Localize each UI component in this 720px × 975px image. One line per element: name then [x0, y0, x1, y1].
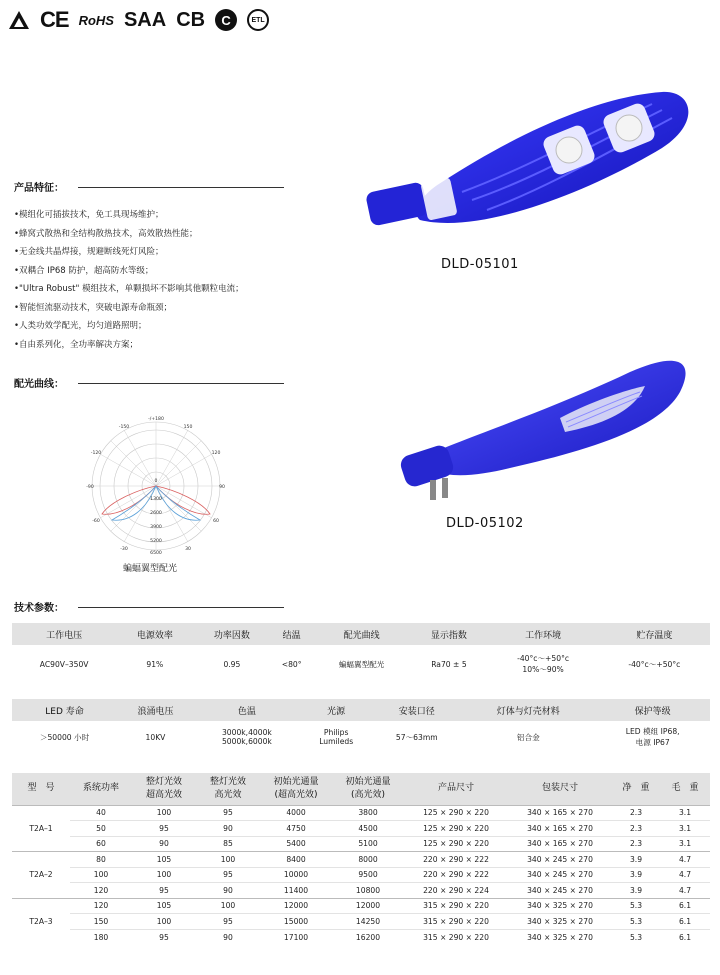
- table-cell: 120: [70, 898, 132, 914]
- table-cell: 4750: [260, 821, 332, 837]
- table-cell: 315 × 290 × 220: [404, 929, 508, 945]
- feature-item: • 蜂窝式散热和全结构散热技术，高效散热性能；: [14, 225, 244, 244]
- table-header: [260, 773, 332, 805]
- table-header-line: (高光效): [350, 789, 386, 800]
- table-header-line: 系统功率: [82, 783, 119, 794]
- feature-item: • 智能恒流驱动技术，突破电源寿命瓶颈；: [14, 299, 244, 318]
- table-cell: 3.9: [612, 852, 660, 868]
- saa-logo: SAA: [123, 8, 167, 31]
- table-header: [132, 773, 196, 805]
- table-cell: 4.7: [660, 852, 710, 868]
- table-cell: Ra70 ± 5: [431, 659, 467, 669]
- table-cell: 10KV: [145, 732, 166, 742]
- protection-line: LED 模组 IP68,: [625, 727, 680, 736]
- table-cell: 315 × 290 × 220: [404, 914, 508, 930]
- table-row: [12, 883, 710, 899]
- table-cell: 铝合金: [516, 732, 540, 742]
- table-cell: 15000: [260, 914, 332, 930]
- table-header-row: [12, 773, 710, 805]
- table-cell: [595, 721, 710, 753]
- rohs-logo: RoHS: [78, 12, 114, 28]
- table-cell: 100: [196, 898, 260, 914]
- product-model-label: DLD-05102: [446, 516, 524, 531]
- table-cell: 4500: [332, 821, 404, 837]
- table-header-line: 超高光效: [145, 789, 182, 800]
- street-light-05102-image: [390, 340, 700, 510]
- table-cell: 340 × 325 × 270: [508, 898, 612, 914]
- polar-angle-label: 60: [213, 519, 219, 524]
- table-cell: 180: [70, 929, 132, 945]
- table-cell: 95: [132, 929, 196, 945]
- table-cell: 2.3: [612, 805, 660, 821]
- table-header-line: 整灯光效: [145, 776, 182, 787]
- general-spec-table: [12, 699, 710, 753]
- table-cell: 340 × 325 × 270: [508, 914, 612, 930]
- params-title-rule: [78, 607, 284, 608]
- table-cell: 150: [70, 914, 132, 930]
- table-cell: 11400: [260, 883, 332, 899]
- features-title-rule: [78, 187, 284, 188]
- ccc-logo-icon: [8, 9, 30, 31]
- table-header-row: [12, 699, 710, 721]
- table-header: [404, 773, 508, 805]
- table-cell: 16200: [332, 929, 404, 945]
- table-cell: 12000: [260, 898, 332, 914]
- table-cell: 3.1: [660, 836, 710, 852]
- table-header: LED 寿命: [12, 699, 117, 721]
- table-row: [12, 836, 710, 852]
- feature-item: • 双耦合 IP68 防护，超高防水等级；: [14, 262, 244, 281]
- table-header: 工作环境: [487, 623, 598, 645]
- feature-item: • "Ultra Robust" 模组技术，单颗损坏不影响其他颗粒电流；: [14, 280, 244, 299]
- polar-angle-label: 90: [219, 485, 225, 490]
- table-header-line: 净 重: [622, 783, 650, 794]
- table-cell: 315 × 290 × 220: [404, 898, 508, 914]
- table-header-line: (超高光效): [274, 789, 318, 800]
- table-row: [12, 898, 710, 914]
- street-light-05101-image: [362, 70, 702, 250]
- table-cell: 100: [132, 867, 196, 883]
- polar-angle-label: 0: [154, 479, 158, 484]
- env-temp-range: -40°c～+50°c: [517, 654, 570, 663]
- color-temp-line: 5000k,6000k: [221, 737, 272, 746]
- table-header: [660, 773, 710, 805]
- table-cell: 3.1: [660, 805, 710, 821]
- feature-item: • 自由系列化，全功率解决方案；: [14, 336, 244, 355]
- table-cell: ＞50000 小时: [39, 732, 90, 742]
- table-cell: 120: [70, 883, 132, 899]
- curve-title-rule: [78, 383, 284, 384]
- feature-item: • 模组化可插拔技术，免工具现场维护；: [14, 206, 244, 225]
- table-header-line: 包装尺寸: [541, 783, 578, 794]
- polar-radial-label: 3900: [150, 525, 162, 530]
- table-header: [12, 773, 70, 805]
- table-cell: 17100: [260, 929, 332, 945]
- table-row: [12, 805, 710, 821]
- table-cell: 6.1: [660, 898, 710, 914]
- model-group-cell: T2A–2: [12, 852, 70, 899]
- table-cell: <80°: [281, 659, 302, 669]
- table-cell: 4.7: [660, 883, 710, 899]
- table-cell: 90: [196, 883, 260, 899]
- table-cell: 3.9: [612, 867, 660, 883]
- table-cell: -40°c～+50°c: [628, 659, 681, 669]
- table-header: 安装口径: [372, 699, 461, 721]
- table-header: 结温: [270, 623, 312, 645]
- table-cell: 5100: [332, 836, 404, 852]
- table-cell: 10800: [332, 883, 404, 899]
- table-cell: 91%: [146, 659, 164, 669]
- polar-angle-label: 150: [183, 425, 193, 430]
- table-header: 功率因数: [193, 623, 270, 645]
- table-cell: 95: [132, 821, 196, 837]
- features-title: 产品特征：: [14, 183, 64, 194]
- table-row: [12, 914, 710, 930]
- table-cell: 100: [196, 852, 260, 868]
- table-header: 灯体与灯壳材料: [461, 699, 595, 721]
- c-circle-logo-icon: C: [215, 9, 237, 31]
- curve-title: 配光曲线：: [14, 379, 64, 390]
- table-header-line: 高光效: [214, 789, 242, 800]
- cb-logo: CB: [176, 8, 206, 31]
- table-cell: 60: [70, 836, 132, 852]
- table-cell: 40: [70, 805, 132, 821]
- table-cell: 12000: [332, 898, 404, 914]
- polar-radial-label: 6500: [150, 551, 162, 556]
- polar-radial-label: 1300: [150, 497, 162, 502]
- table-cell: 95: [196, 805, 260, 821]
- table-cell: 10000: [260, 867, 332, 883]
- table-cell: 340 × 165 × 270: [508, 836, 612, 852]
- table-header-line: 型 号: [27, 783, 55, 794]
- product-model-label: DLD-05101: [441, 257, 519, 272]
- polar-angle-label: -30: [120, 547, 128, 552]
- table-cell: 105: [132, 898, 196, 914]
- table-cell: 4.7: [660, 867, 710, 883]
- protection-line: 电源 IP67: [635, 738, 670, 747]
- polar-angle-label: 120: [211, 451, 221, 456]
- table-header-line: 毛 重: [671, 783, 699, 794]
- table-cell: 220 × 290 × 222: [404, 867, 508, 883]
- table-cell: 8000: [332, 852, 404, 868]
- table-header: [332, 773, 404, 805]
- params-title: 技术参数：: [14, 603, 64, 614]
- table-cell: 4000: [260, 805, 332, 821]
- table-cell: [194, 721, 300, 753]
- polar-angle-label: -60: [92, 519, 100, 524]
- table-header-line: 初始光通量: [345, 776, 391, 787]
- table-cell: 蝙蝠翼型配光: [338, 659, 385, 669]
- table-cell: 105: [132, 852, 196, 868]
- env-humidity-range: 10%～90%: [522, 665, 564, 674]
- table-cell: 90: [132, 836, 196, 852]
- table-row: [12, 645, 710, 683]
- table-cell: 3.1: [660, 821, 710, 837]
- feature-list: [14, 206, 244, 354]
- polar-angle-label: -90: [86, 485, 94, 490]
- table-row: [12, 721, 710, 753]
- polar-radial-label: 2600: [150, 511, 162, 516]
- table-cell: 95: [132, 883, 196, 899]
- table-cell: 95: [196, 914, 260, 930]
- table-cell: 125 × 290 × 220: [404, 805, 508, 821]
- table-cell: 6.1: [660, 914, 710, 930]
- table-cell: 6.1: [660, 929, 710, 945]
- table-cell: 2.3: [612, 821, 660, 837]
- table-cell: 100: [132, 805, 196, 821]
- table-cell: 340 × 325 × 270: [508, 929, 612, 945]
- table-cell: AC90V–350V: [39, 659, 89, 669]
- table-header: 浪涌电压: [117, 699, 194, 721]
- table-cell: [487, 645, 598, 683]
- certification-logos: [8, 6, 269, 34]
- table-header: 电源效率: [116, 623, 193, 645]
- table-cell: 340 × 245 × 270: [508, 867, 612, 883]
- table-header: [508, 773, 612, 805]
- table-row: [12, 929, 710, 945]
- table-cell: 80: [70, 852, 132, 868]
- table-cell: 125 × 290 × 220: [404, 836, 508, 852]
- table-header: [70, 773, 132, 805]
- table-header: 配光曲线: [313, 623, 411, 645]
- table-cell: 5.3: [612, 898, 660, 914]
- electrical-spec-table: [12, 623, 710, 683]
- table-cell: 8400: [260, 852, 332, 868]
- table-header: 光源: [300, 699, 372, 721]
- table-cell: 100: [70, 867, 132, 883]
- etl-logo-icon: ETL: [247, 9, 269, 31]
- ce-logo: CE: [40, 7, 69, 32]
- polar-angle-label: -120: [90, 451, 102, 456]
- table-header: 保护等级: [595, 699, 710, 721]
- feature-item: • 人类功效学配光，均匀道路照明；: [14, 317, 244, 336]
- table-cell: 340 × 165 × 270: [508, 805, 612, 821]
- table-cell: 340 × 165 × 270: [508, 821, 612, 837]
- model-spec-table: [12, 773, 710, 945]
- polar-angle-label: -150: [118, 425, 130, 430]
- table-cell: 220 × 290 × 224: [404, 883, 508, 899]
- table-header: [612, 773, 660, 805]
- feature-item: • 无金线共晶焊接，规避断线死灯风险；: [14, 243, 244, 262]
- polar-angle-label: 30: [185, 547, 191, 552]
- table-header-line: 初始光通量: [273, 776, 319, 787]
- table-cell: 2.3: [612, 836, 660, 852]
- table-cell: 50: [70, 821, 132, 837]
- table-cell: 85: [196, 836, 260, 852]
- color-temp-line: 3000k,4000k: [221, 728, 272, 737]
- model-group-cell: T2A–3: [12, 898, 70, 945]
- light-source-line: Philips: [323, 728, 349, 737]
- table-row: [12, 821, 710, 837]
- polar-caption: 蝙蝠翼型配光: [123, 564, 178, 574]
- table-header: 工作电压: [12, 623, 116, 645]
- table-row: [12, 852, 710, 868]
- table-cell: 90: [196, 821, 260, 837]
- table-cell: 9500: [332, 867, 404, 883]
- table-row: [12, 867, 710, 883]
- table-body: [12, 805, 710, 945]
- polar-radial-label: 5200: [150, 539, 162, 544]
- table-cell: 5.3: [612, 914, 660, 930]
- table-cell: 95: [196, 867, 260, 883]
- table-cell: 125 × 290 × 220: [404, 821, 508, 837]
- table-cell: 3800: [332, 805, 404, 821]
- table-cell: 57～63mm: [395, 732, 438, 742]
- table-cell: 3.9: [612, 883, 660, 899]
- table-header: [196, 773, 260, 805]
- table-cell: 5400: [260, 836, 332, 852]
- polar-light-distribution-diagram: [86, 416, 226, 556]
- table-cell: [300, 721, 372, 753]
- table-cell: 340 × 245 × 270: [508, 852, 612, 868]
- light-source-line: Lumileds: [319, 737, 354, 746]
- table-header-line: 整灯光效: [209, 776, 246, 787]
- table-header: 贮存温度: [599, 623, 710, 645]
- table-cell: 14250: [332, 914, 404, 930]
- table-cell: 0.95: [223, 659, 241, 669]
- model-group-cell: T2A–1: [12, 805, 70, 852]
- table-header-row: [12, 623, 710, 645]
- table-header: 显示指数: [410, 623, 487, 645]
- table-cell: 90: [196, 929, 260, 945]
- table-cell: 100: [132, 914, 196, 930]
- table-cell: 5.3: [612, 929, 660, 945]
- table-cell: 220 × 290 × 222: [404, 852, 508, 868]
- table-cell: 340 × 245 × 270: [508, 883, 612, 899]
- polar-angle-label: -/+180: [148, 417, 164, 422]
- table-header: 色温: [194, 699, 300, 721]
- table-header-line: 产品尺寸: [437, 783, 474, 794]
